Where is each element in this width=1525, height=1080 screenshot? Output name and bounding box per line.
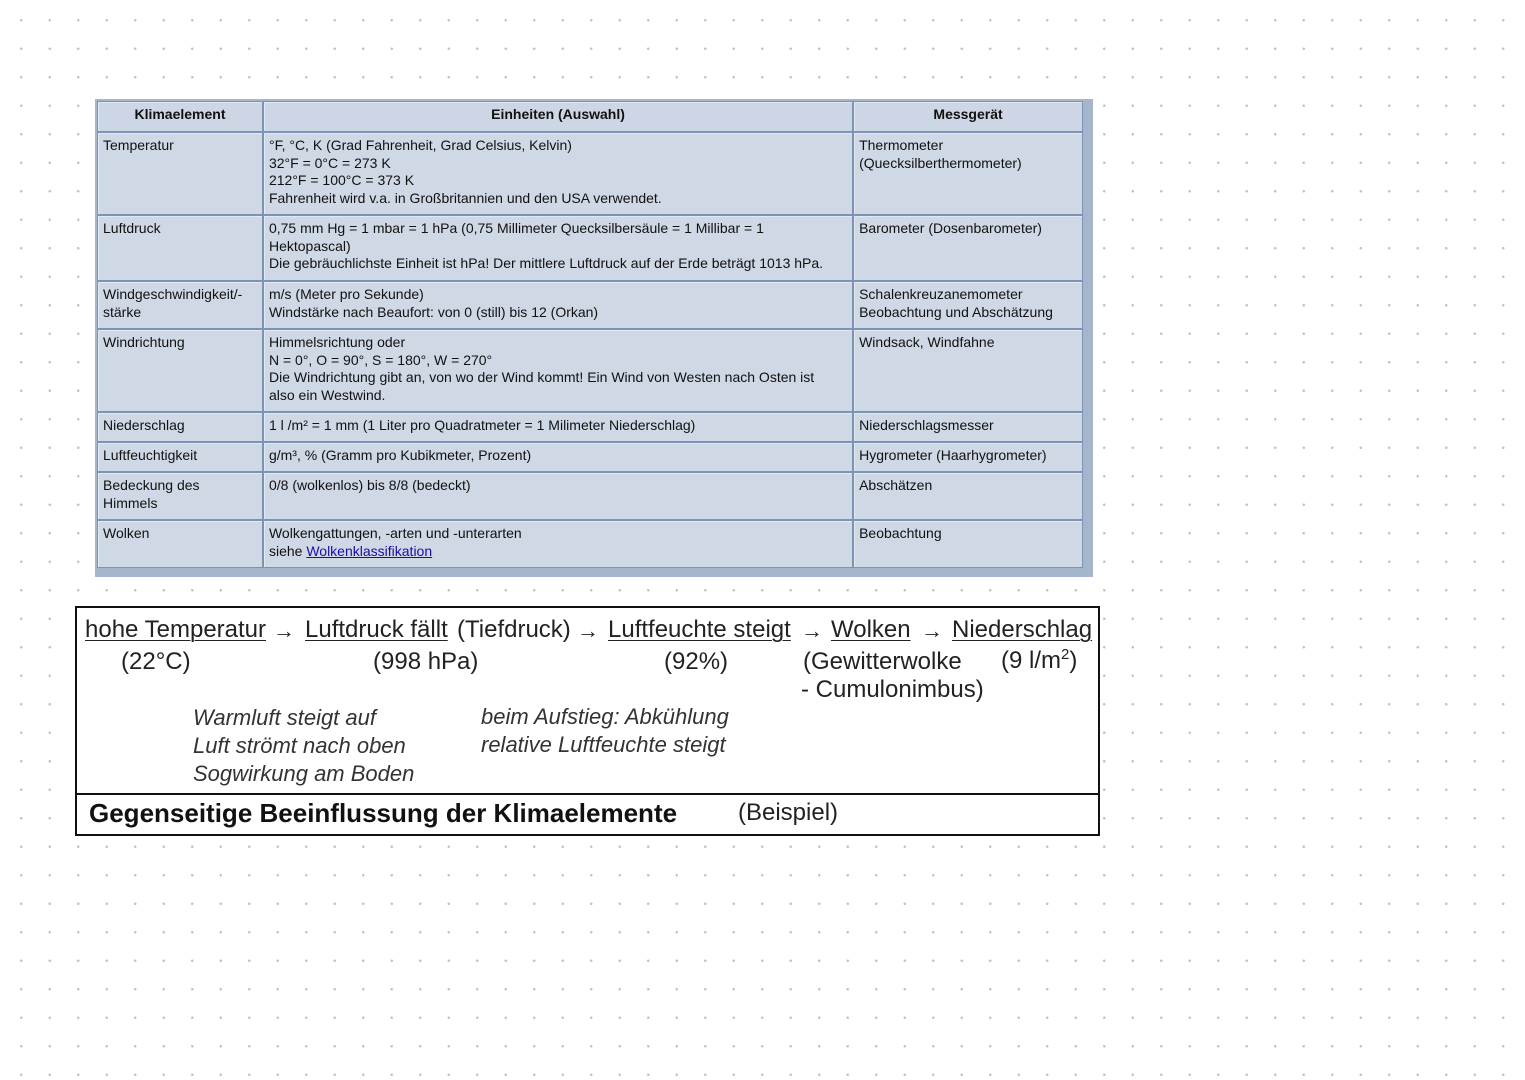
header-einheiten: Einheiten (Auswahl) [263,101,853,132]
table-header-row [97,101,1083,132]
arrow-icon: → [577,618,599,643]
climate-interaction-box [75,606,1100,836]
table-row-luftdruck [97,215,1083,281]
cell-units: Himmelsrichtung oder N = 0°, O = 90°, S = 180°, W = 270° Die Windrichtung gibt an, von wo der Wind kommt! Ein Wind von Westen nach Osten ist also ein Westwind. [263,329,853,412]
header-klimaelement: Klimaelement [97,101,263,132]
table-row-luftfeuchtigkeit [97,442,1083,472]
flow-step-pressure: Luftdruck fällt [305,616,448,643]
cell-element: Bedeckung des Himmels [97,472,263,520]
table-row-wind [97,281,1083,329]
table-row-niederschlag [97,412,1083,442]
cell-device: Abschätzen [853,472,1083,520]
arrow-icon: → [921,618,943,643]
climate-elements-table [97,101,1083,568]
table-row-temperatur [97,132,1083,215]
table-row-bedeckung [97,472,1083,520]
cell-device: Windsack, Windfahne [853,329,1083,412]
cell-element: Windrichtung [97,329,263,412]
value-clouds-line2: - Cumulonimbus) [801,676,984,703]
note-ascent: beim Aufstieg: Abkühlung relative Luftfeuchte steigt [481,704,729,757]
cell-units: m/s (Meter pro Sekunde) Windstärke nach Beaufort: von 0 (still) bis 12 (Orkan) [263,281,853,329]
value-clouds-line1: (Gewitterwolke [803,648,962,675]
cell-device: Beobachtung [853,520,1083,568]
cell-element: Wolken [97,520,263,568]
value-precipitation: (9 $l/m^2$) [1001,646,1078,674]
cell-device: Thermometer (Quecksilberthermometer) [853,132,1083,215]
arrow-icon: → [801,618,823,643]
cell-device: Hygrometer (Haarhygrometer) [853,442,1083,472]
divider [77,793,1098,795]
cell-device: Barometer (Dosenbarometer) [853,215,1083,281]
table-row-wolken [97,520,1083,568]
header-messgeraet: Messgerät [853,101,1083,132]
cell-element: Niederschlag [97,412,263,442]
cell-element: Luftdruck [97,215,263,281]
caption-example: (Beispiel) [738,799,839,826]
table-row-windrichtung [97,329,1083,412]
flow-step-humidity: Luftfeuchte steigt [608,616,791,643]
cell-units: 1 l /m² = 1 mm (1 Liter pro Quadratmeter = 1 Milimeter Niederschlag) [263,412,853,442]
cell-device: Niederschlagsmesser [853,412,1083,442]
cell-units: g/m³, % (Gramm pro Kubikmeter, Prozent) [263,442,853,472]
value-temperature: (22°C) [121,648,191,675]
cell-element: Luftfeuchtigkeit [97,442,263,472]
value-pressure: (998 hPa) [373,648,479,675]
climate-table-frame [95,99,1093,577]
wolkenklassifikation-link[interactable]: Wolkenklassifikation [306,542,433,559]
cell-units: °F, °C, K (Grad Fahrenheit, Grad Celsius, Kelvin) 32°F = 0°C = 273 K 212°F = 100°C = 373 K Fahrenheit wird v.a. in Großbritannien und den USA verwendet. [263,132,853,215]
flow-step-temperature: hohe Temperatur [85,616,267,643]
caption-title: Gegenseitige Beeinflussung der Klimaelemente [89,798,678,828]
value-humidity: (92%) [664,648,729,675]
cell-units: 0/8 (wolkenlos) bis 8/8 (bedeckt) [263,472,853,520]
note-warm-air: Warmluft steigt auf Luft strömt nach oben Sogwirkung am Boden [193,705,415,786]
cell-device: Schalenkreuzanemometer Beobachtung und Abschätzung [853,281,1083,329]
flow-step-precipitation: Niederschlag [952,616,1093,643]
cell-element: Windgeschwindigkeit/- stärke [97,281,263,329]
flow-step-pressure-note: (Tiefdruck) [457,616,571,643]
cell-element: Temperatur [97,132,263,215]
cell-units: 0,75 mm Hg = 1 mbar = 1 hPa (0,75 Millimeter Quecksilbersäule = 1 Millibar = 1 Hektopascal) Die gebräuchlichste Einheit ist hPa! Der mittlere Luftdruck auf der Erde beträgt 1013 hPa. [263,215,853,281]
arrow-icon: → [273,618,295,643]
cell-units: Wolkengattungen, -arten und -unterarten siehe Wolkenklassifikation [263,520,853,568]
flow-step-clouds: Wolken [831,616,911,643]
